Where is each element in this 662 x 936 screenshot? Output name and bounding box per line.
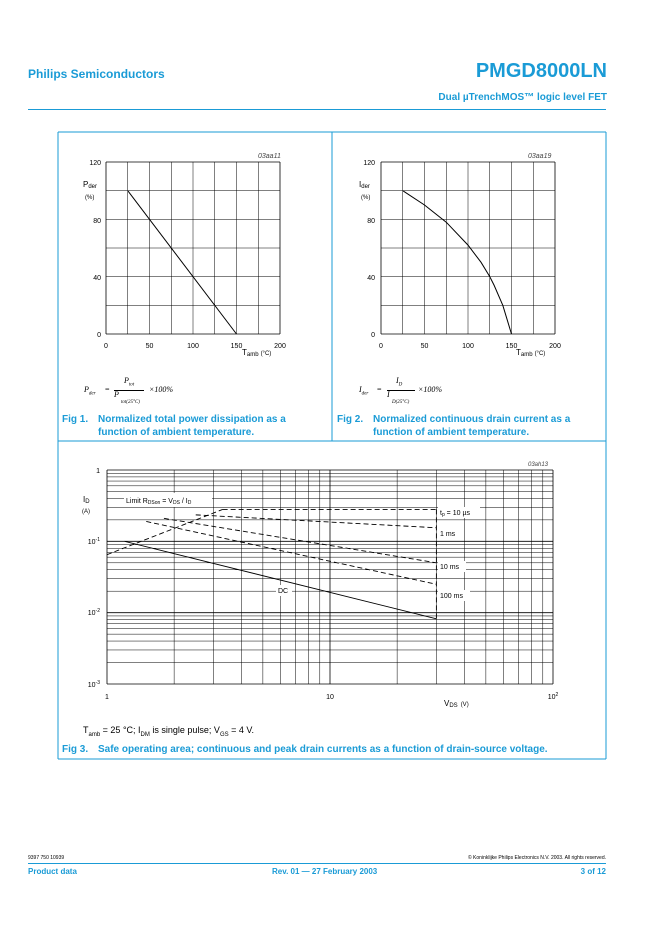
fig2-grid <box>381 162 555 334</box>
fig1-xlabel: Tamb (°C) <box>242 348 272 358</box>
fig3-xtick-10: 10 <box>326 694 334 701</box>
footer-center: Rev. 01 — 27 February 2003 <box>272 867 378 876</box>
fig1-ytick-0: 0 <box>97 332 101 339</box>
fig3-code: 03ah13 <box>528 462 549 468</box>
fig1-ylabel: Pder <box>83 180 98 190</box>
fig3-limit-label: Limit RDSon = VDS / ID <box>126 498 192 506</box>
fig1-caption-line2: function of ambient temperature. <box>98 427 255 438</box>
fig3-ylabel: ID <box>83 495 90 505</box>
fig3-chart <box>58 448 606 718</box>
fig3-1ms-label: 1 ms <box>440 531 456 538</box>
fig3-1ms-line <box>196 515 437 528</box>
fig1-series-line <box>128 191 237 334</box>
fig1-chart <box>58 140 332 370</box>
footer-rule <box>28 863 606 864</box>
subtitle: Dual µTrenchMOS™ logic level FET <box>438 92 607 103</box>
footer-right: 3 of 12 <box>580 867 606 876</box>
footer-doc-id: 9397 750 10939 <box>28 855 65 861</box>
fig1-xtick-0: 0 <box>104 343 108 350</box>
fig2-caption-line1: Normalized continuous drain current as a <box>373 414 571 425</box>
fig2-ytick-40: 40 <box>367 275 375 282</box>
fig2-caption-line2: function of ambient temperature. <box>373 427 530 438</box>
footer-left: Product data <box>28 867 77 876</box>
footer-copyright: © Koninklijke Philips Electronics N.V. 2003. All rights reserved. <box>467 855 606 861</box>
fig1-xtick-150: 150 <box>230 343 243 350</box>
fig1-xtick-50: 50 <box>145 343 154 350</box>
fig3-100ms-label: 100 ms <box>440 593 463 600</box>
fig2-formula: $I_{der}$ = $I_D$ I D(25°C) ×100% <box>359 376 443 405</box>
fig1-code: 03aa11 <box>258 153 281 160</box>
fig2-xtick-150: 150 <box>505 343 518 350</box>
fig1-caption-num: Fig 1. <box>62 414 89 425</box>
fig2-ytick-120: 120 <box>363 160 375 167</box>
fig3-conditions: $T_{amb} = 25$ °C; $I_{DM}$ is single pulse; $V_{GS} = 4$ V. <box>83 725 255 738</box>
fig3-10ms-line <box>164 518 436 562</box>
fig2-series-line <box>403 191 512 334</box>
part-number: PMGD8000LN <box>475 60 607 82</box>
fig2-ytick-80: 80 <box>367 218 375 225</box>
fig2-xtick-100: 100 <box>462 343 474 350</box>
fig2-caption-num: Fig 2. <box>337 414 364 425</box>
fig3-yunit: (A) <box>82 509 90 515</box>
fig3-dc-label: DC <box>278 588 289 595</box>
fig2-ytick-0: 0 <box>371 332 375 339</box>
fig2-yunit: (%) <box>361 195 371 201</box>
fig2-xtick-0: 0 <box>379 343 383 350</box>
fig3-limit-line <box>107 509 223 554</box>
fig1-formula: $P_{der}$ = $P_{tot}$ P tot(25°C) ×100% <box>84 376 174 405</box>
fig1-xtick-100: 100 <box>187 343 199 350</box>
fig3-xtick-100: $10^2$ <box>547 692 559 701</box>
fig3-ytick-3: $10^{-2}$ <box>87 608 100 617</box>
fig1-ytick-120: 120 <box>89 160 101 167</box>
fig3-10ms-label: 10 ms <box>440 564 460 571</box>
fig3-caption-num: Fig 3. <box>62 744 89 755</box>
company-name: Philips Semiconductors <box>28 67 165 81</box>
fig3-xtick-1: 1 <box>105 694 109 701</box>
fig1-yunit: (%) <box>85 195 95 201</box>
fig2-ylabel: Ider <box>359 180 370 190</box>
fig1-xtick-200: 200 <box>274 343 286 350</box>
fig2-code: 03aa19 <box>528 153 552 160</box>
fig3-tp-label: tp = 10 µs <box>440 510 470 518</box>
fig3-ytick-1: 1 <box>96 468 100 475</box>
fig1-ytick-80: 80 <box>93 218 101 225</box>
fig1-grid <box>106 162 280 334</box>
fig3-100ms-line <box>146 521 436 584</box>
fig3-ytick-4: $10^{-3}$ <box>87 680 100 689</box>
fig1-caption-line1: Normalized total power dissipation as a <box>98 414 286 425</box>
fig2-xtick-200: 200 <box>549 343 561 350</box>
fig2-xtick-50: 50 <box>420 343 429 350</box>
fig3-ytick-2: $10^{-1}$ <box>87 537 100 546</box>
fig3-caption: Safe operating area; continuous and peak drain currents as a function of drain-source voltage. <box>98 744 548 755</box>
fig2-xlabel: Tamb (°C) <box>516 348 546 358</box>
fig3-xlabel: VDS (V) <box>444 699 469 709</box>
fig2-chart <box>332 140 606 370</box>
fig1-ytick-40: 40 <box>93 275 101 282</box>
